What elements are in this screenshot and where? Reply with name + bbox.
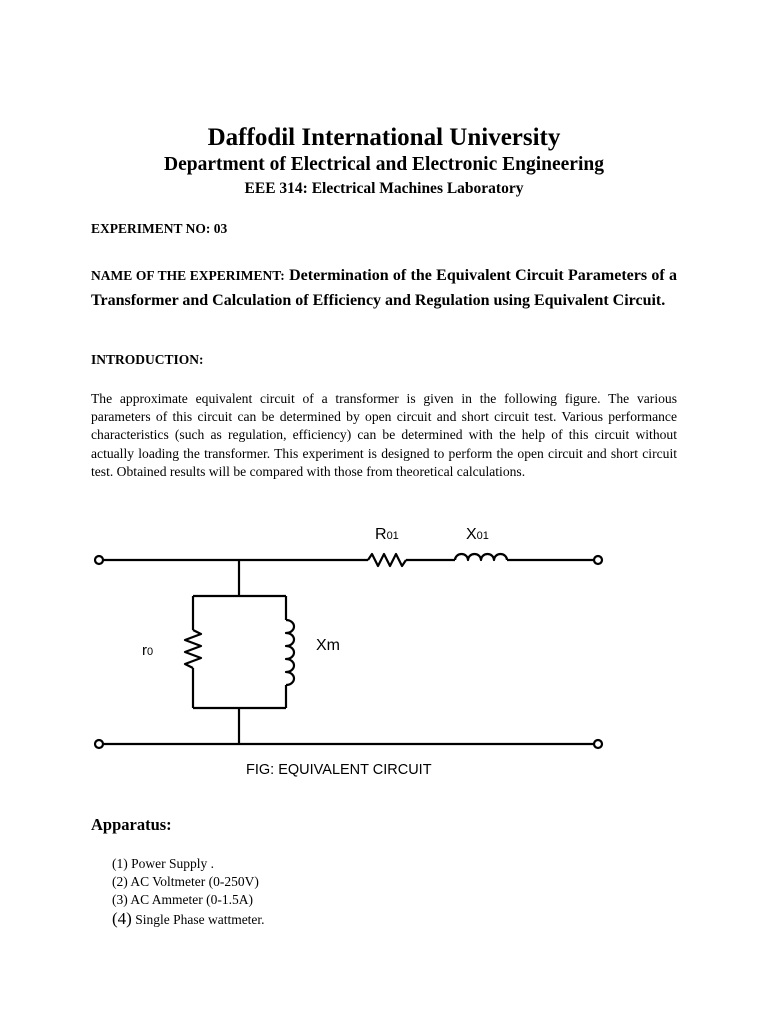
list-item: (4) Single Phase wattmeter. xyxy=(112,908,265,928)
experiment-name-label: NAME OF THE EXPERIMENT: xyxy=(91,268,285,283)
list-item: (1) Power Supply . xyxy=(112,856,215,871)
terminal-top-left xyxy=(95,556,103,564)
apparatus-list xyxy=(112,855,265,929)
list-item: (3) AC Ammeter (0-1.5A) xyxy=(112,892,253,908)
experiment-name-text: Determination of the Equivalent Circuit Parameters of a Transformer and Calculation of Efficiency and Regulation using Equivalent Circuit. xyxy=(91,267,677,309)
list-item: (2) AC Voltmeter (0-250V) xyxy=(112,874,259,890)
terminal-bottom-left xyxy=(95,740,103,748)
xm-inductor xyxy=(286,620,294,685)
terminal-top-right xyxy=(594,556,602,564)
experiment-number: EXPERIMENT NO: 03 xyxy=(91,221,228,236)
introduction-paragraph: The approximate equivalent circuit of a transformer is given in the following figure. The various parameters of this circuit can be determined by open circuit and short circuit test. Various performance characteristics (such as regulation, efficiency) can be determined with the help of this circuit without actually loading the transformer. This experiment is designed to perform the open circuit and short circuit test. Obtained results will be compared with those from theoretical calculations. xyxy=(91,391,677,479)
x01-inductor xyxy=(455,554,507,560)
department-title: Department of Electrical and Electronic Engineering xyxy=(164,154,604,175)
r0-label: r0 xyxy=(142,642,154,659)
course-title: EEE 314: Electrical Machines Laboratory xyxy=(244,180,524,197)
r01-resistor xyxy=(368,554,406,566)
university-title: Daffodil International University xyxy=(207,124,561,151)
experiment-name xyxy=(91,264,677,313)
apparatus-heading: Apparatus: xyxy=(91,815,172,834)
r01-label: R01 xyxy=(375,526,399,543)
figure-caption: FIG: EQUIVALENT CIRCUIT xyxy=(246,762,432,778)
equivalent-circuit-figure xyxy=(0,510,768,800)
introduction-heading: INTRODUCTION: xyxy=(91,352,204,367)
terminal-bottom-right xyxy=(594,740,602,748)
r0-resistor xyxy=(185,630,201,668)
x01-label: X01 xyxy=(466,526,489,543)
xm-label: Xm xyxy=(316,637,340,654)
